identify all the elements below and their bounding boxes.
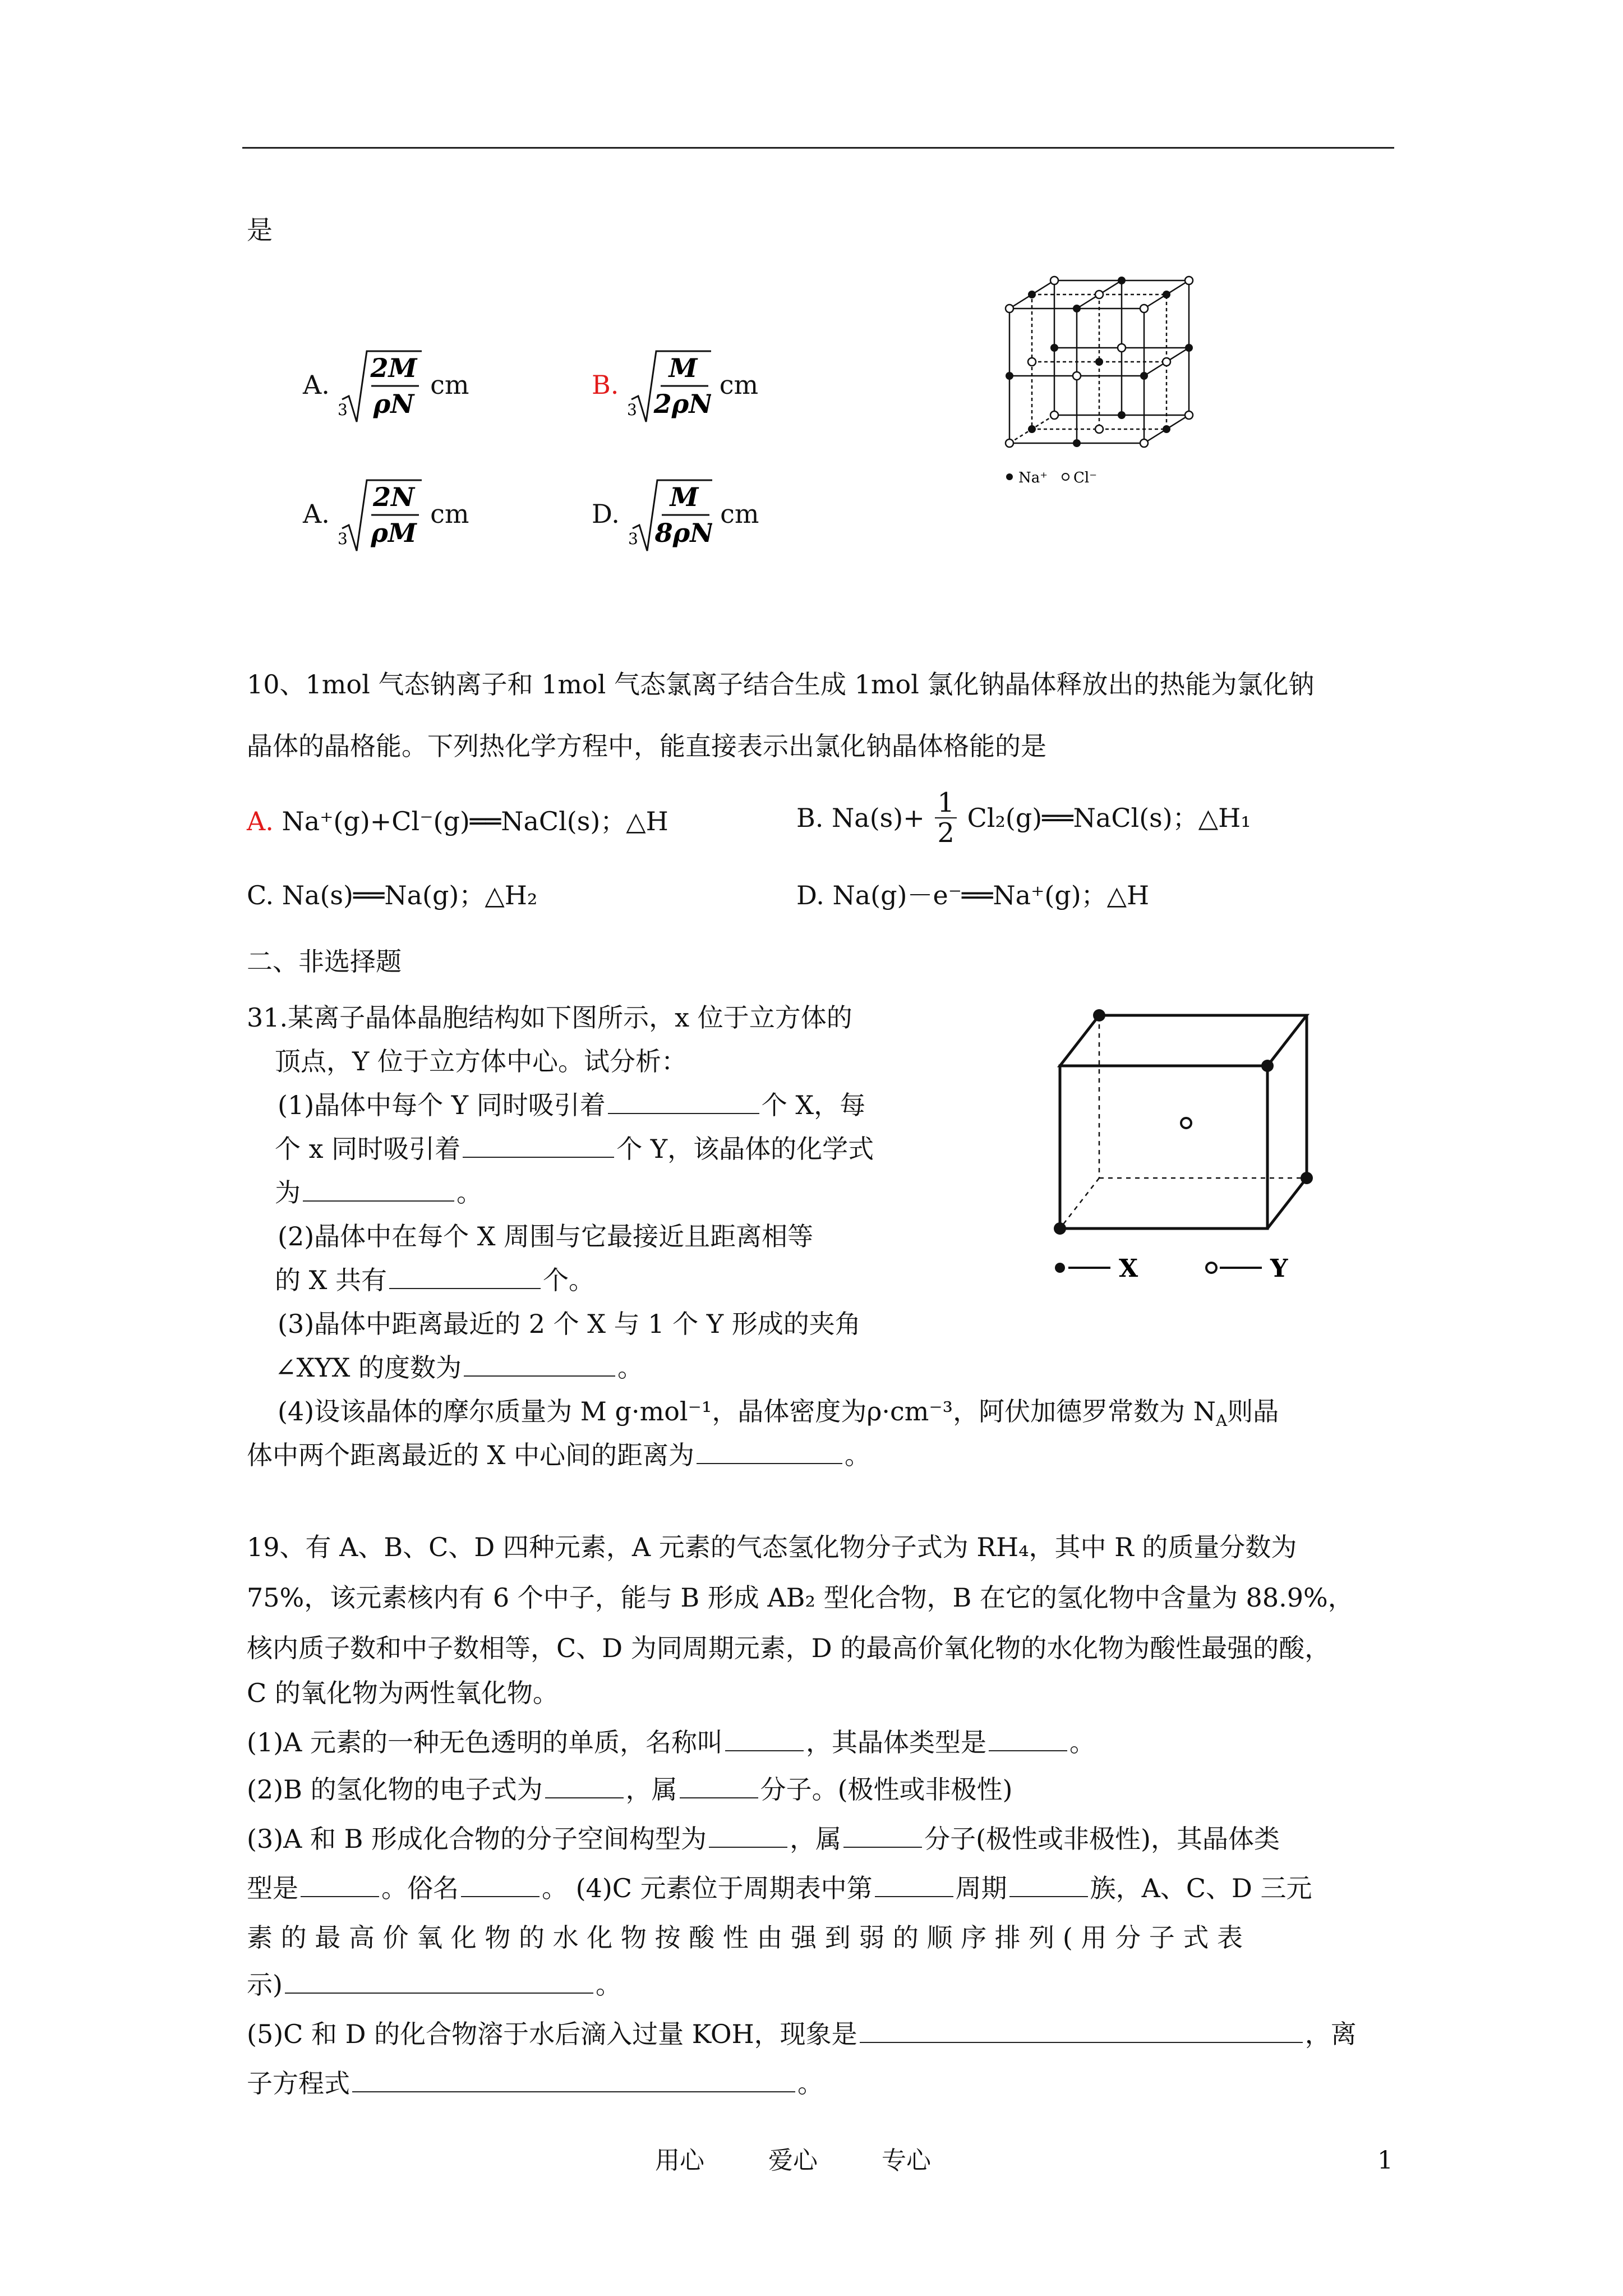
answer-blank[interactable] — [725, 1726, 804, 1751]
q31-line-5 — [275, 1176, 482, 1209]
option-text: Na⁺(g)+Cl⁻(g)══NaCl(s)；△H — [282, 806, 668, 836]
legend-na: Na⁺ — [1018, 470, 1048, 486]
answer-blank[interactable] — [843, 1822, 922, 1848]
q19-part-3 — [247, 1822, 1280, 1856]
denominator: 8ρN — [654, 518, 712, 548]
q19-part-4-cont — [247, 1968, 621, 2001]
q10-option-c: C. Na(s)══Na(g)；△H₂ — [247, 880, 538, 910]
text: (1)晶体中每个 Y 同时吸引着 — [278, 1090, 606, 1120]
text: 的 X 共有 — [275, 1265, 387, 1295]
unit: cm — [430, 370, 469, 400]
numerator: M — [670, 482, 698, 512]
q31-line-9 — [275, 1351, 643, 1384]
root-index: 3 — [628, 530, 638, 548]
text: 。 — [845, 1440, 870, 1470]
radical-symbol — [338, 477, 422, 555]
text: 。 — [595, 1970, 621, 2000]
legend-cl: Cl⁻ — [1073, 470, 1097, 486]
q31-line-11 — [247, 1438, 870, 1472]
q9-option-a — [303, 348, 469, 432]
text: 则晶 — [1227, 1396, 1279, 1427]
q9-option-c — [303, 477, 469, 561]
footer-middle: 爱心 — [768, 2146, 818, 2175]
numerator: M — [668, 353, 698, 383]
q31-line-2: 顶点，Y 位于立方体中心。试分析： — [275, 1046, 687, 1076]
option-label: B. — [592, 370, 619, 400]
answer-blank[interactable] — [545, 1773, 624, 1798]
unit: cm — [719, 370, 759, 400]
text: 。 — [617, 1352, 644, 1383]
legend-y: Y — [1270, 1254, 1288, 1283]
text: ，其晶体类型是 — [806, 1727, 987, 1757]
q19-part-2 — [247, 1773, 1013, 1806]
radical-symbol — [627, 348, 711, 426]
q31-line-1: 31.某离子晶体晶胞结构如下图所示，x 位于立方体的 — [247, 1002, 852, 1033]
q31-line-3 — [278, 1088, 865, 1122]
text: 个 x 同时吸引着 — [275, 1134, 461, 1164]
option-label: D. — [592, 499, 620, 529]
text: (4)设该晶体的摩尔质量为 M g·mol⁻¹，晶体密度为ρ·cm⁻³，阿伏加德罗常数为 N — [278, 1396, 1216, 1427]
text: 体中两个距离最近的 X 中心间的距离为 — [247, 1440, 694, 1470]
answer-blank[interactable] — [389, 1263, 541, 1289]
answer-blank[interactable] — [608, 1088, 759, 1114]
q19-line-4: C 的氧化物为两性氧化物。 — [247, 1678, 559, 1708]
page-number: 1 — [1377, 2146, 1393, 2175]
text: 个 Y，该晶体的化学式 — [616, 1134, 874, 1164]
numerator: 2M — [371, 353, 417, 383]
footer-right: 专心 — [882, 2146, 931, 2175]
unit: cm — [430, 499, 469, 529]
answer-blank[interactable] — [697, 1438, 842, 1464]
answer-blank[interactable] — [352, 2067, 795, 2092]
q19-part-1 — [247, 1726, 1095, 1759]
q19-part-4: 素 的 最 高 价 氧 化 物 的 水 化 物 按 酸 性 由 强 到 弱 的 顺 序 排 列 ( 用 分 子 式 表 — [247, 1922, 1243, 1953]
q31-line-6: (2)晶体中在每个 X 周围与它最接近且距离相等 — [278, 1221, 814, 1251]
option-label: A. — [303, 370, 330, 400]
option-text-pre: B. Na(s)+ — [796, 803, 925, 833]
legend-x: X — [1119, 1254, 1138, 1283]
answer-blank[interactable] — [303, 1176, 454, 1202]
text: 。 — [1069, 1727, 1096, 1757]
q31-line-8: (3)晶体中距离最近的 2 个 X 与 1 个 Y 形成的夹角 — [278, 1309, 861, 1339]
text: 为 — [275, 1177, 301, 1208]
text: 个。 — [543, 1265, 594, 1295]
subscript: A — [1215, 1411, 1228, 1430]
q10-line-2: 晶体的晶格能。下列热化学方程中，能直接表示出氯化钠晶体格能的是 — [247, 731, 1046, 761]
text: ，属 — [790, 1824, 842, 1854]
q9-continuation: 是 — [247, 215, 273, 245]
text: 。俗名 — [381, 1873, 459, 1903]
unit: cm — [720, 499, 759, 529]
text: (2)B 的氢化物的电子式为 — [247, 1774, 543, 1805]
text: ，离 — [1304, 2019, 1357, 2049]
text: ∠XYX 的度数为 — [275, 1352, 462, 1383]
answer-blank[interactable] — [463, 1132, 614, 1158]
answer-blank[interactable] — [285, 1968, 593, 1994]
q9-option-d — [592, 477, 759, 561]
denominator: ρN — [374, 389, 414, 419]
denominator: 2 — [937, 817, 955, 849]
footer-left: 用心 — [655, 2146, 704, 2175]
section-heading: 二、非选择题 — [247, 946, 402, 977]
q10-option-a — [247, 804, 668, 838]
q31-line-10 — [278, 1395, 1279, 1438]
text: (3)A 和 B 形成化合物的分子空间构型为 — [247, 1824, 707, 1854]
answer-blank[interactable] — [464, 1351, 615, 1377]
text: 。 (4)C 元素位于周期表中第 — [542, 1873, 873, 1903]
text: 个 X，每 — [761, 1090, 866, 1120]
radical-symbol — [628, 477, 712, 555]
text: 示) — [247, 1970, 283, 2000]
denominator: 2ρN — [653, 389, 712, 419]
text: 型是 — [247, 1873, 298, 1903]
root-index: 3 — [338, 530, 348, 548]
answer-blank[interactable] — [461, 1871, 540, 1897]
answer-blank[interactable] — [301, 1871, 379, 1897]
text: 分子。(极性或非极性) — [760, 1774, 1013, 1805]
root-index: 3 — [338, 401, 348, 419]
q19-line-2: 75%，该元素核内有 6 个中子，能与 B 形成 AB₂ 型化合物，B 在它的氢化物中含量为 88.9%， — [247, 1582, 1354, 1613]
radical-symbol — [338, 348, 422, 426]
text: 子方程式 — [247, 2068, 350, 2099]
answer-blank[interactable] — [860, 2017, 1303, 2043]
text: 。 — [457, 1177, 482, 1208]
option-label: A. — [303, 499, 330, 529]
q19-part-5-cont — [247, 2067, 823, 2100]
answer-blank[interactable] — [989, 1726, 1067, 1751]
text: (5)C 和 D 的化合物溶于水后滴入过量 KOH，现象是 — [247, 2019, 857, 2049]
q10-line-1: 10、1mol 气态钠离子和 1mol 气态氯离子结合生成 1mol 氯化钠晶体释放出的热能为氯化钠 — [247, 669, 1315, 700]
text: 周期 — [955, 1873, 1007, 1903]
q19-line-3: 核内质子数和中子数相等，C、D 为同周期元素，D 的最高价氧化物的水化物为酸性最强的酸， — [247, 1633, 1331, 1663]
denominator: ρM — [371, 518, 417, 548]
numerator: 2N — [373, 482, 415, 512]
q31-line-7 — [275, 1263, 594, 1297]
answer-blank[interactable] — [875, 1871, 953, 1897]
q19-part-3-cont — [247, 1871, 1312, 1905]
answer-blank[interactable] — [709, 1822, 787, 1848]
q31-line-4 — [275, 1132, 874, 1166]
nacl-lattice-figure — [998, 269, 1211, 494]
text: 。 — [797, 2068, 823, 2099]
cubic-cell-figure — [1043, 1004, 1335, 1285]
numerator: 1 — [935, 788, 957, 818]
fraction — [935, 788, 957, 848]
root-index: 3 — [627, 401, 637, 419]
option-text-post: Cl₂(g)══NaCl(s)；△H₁ — [967, 803, 1251, 833]
q19-part-5 — [247, 2017, 1357, 2051]
answer-blank[interactable] — [680, 1773, 758, 1798]
q9-option-b — [592, 348, 758, 432]
q19-line-1: 19、有 A、B、C、D 四种元素，A 元素的气态氢化物分子式为 RH₄，其中 R 的质量分数为 — [247, 1532, 1297, 1562]
answer-blank[interactable] — [1009, 1871, 1088, 1897]
text: (1)A 元素的一种无色透明的单质，名称叫 — [247, 1727, 723, 1757]
q10-option-d: D. Na(g)－e⁻══Na⁺(g)；△H — [796, 880, 1150, 910]
header-rule — [242, 147, 1394, 149]
text: 族，A、C、D 三元 — [1090, 1873, 1312, 1903]
text: ，属 — [625, 1774, 677, 1805]
option-label: A. — [247, 806, 274, 836]
q10-option-b — [796, 788, 1251, 848]
text: 分子(极性或非极性)，其晶体类 — [924, 1824, 1280, 1854]
